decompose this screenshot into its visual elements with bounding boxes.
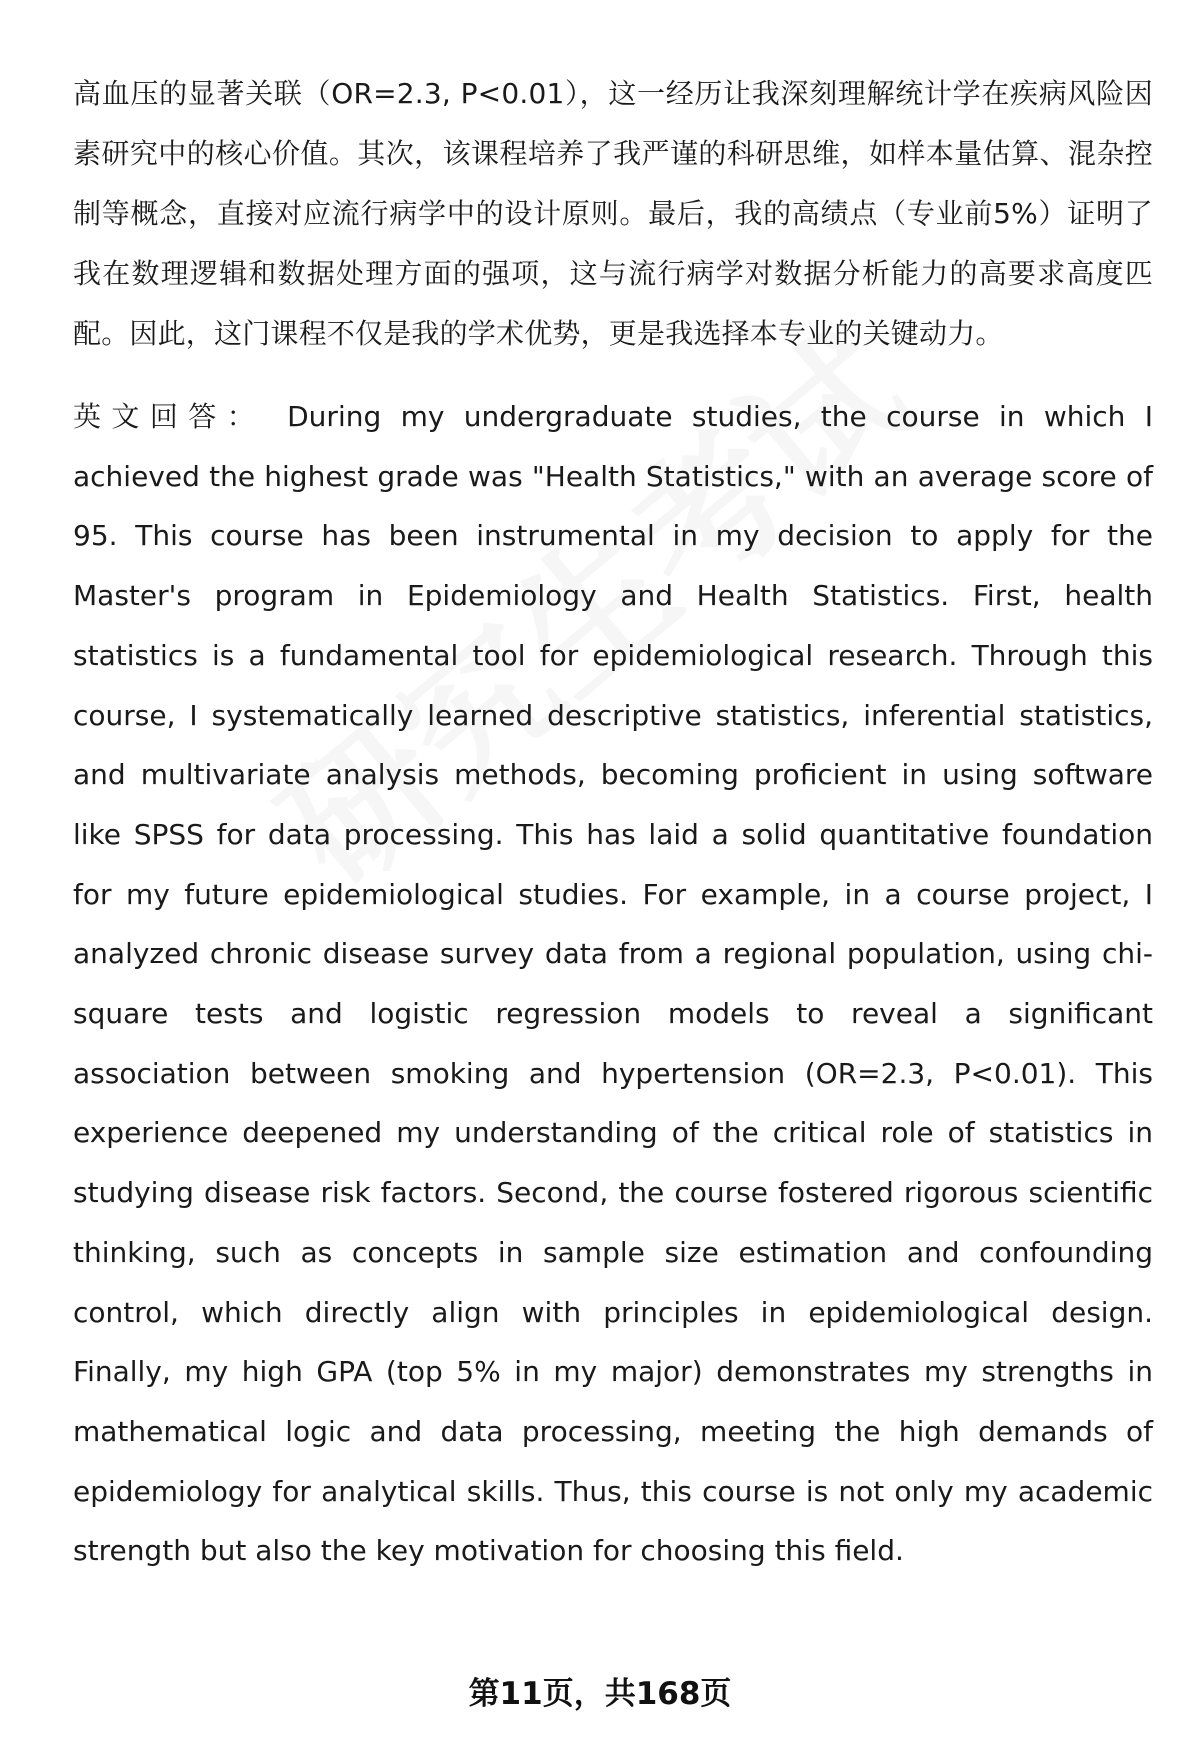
english-answer-text: During my undergraduate studies, the course in which I achieved the highest grade was "Health Statistics," with an average score of 95. This course has been instrumental in my decision to apply for the Master's program in Epidemiology and Health Statistics. First, health statistics is a fundamental tool for epidemiological research. Through this course, I systematically learned descriptive statistics, inferential statistics, and multivariate analysis methods, becoming proficient in using software like SPSS for data processing. This has laid a solid quantitative foundation for my future epidemiological studies. For example, in a course project, I analyzed chronic disease survey data from a regional population, using chi-square tests and logistic regression models to reveal a significant association between smoking and hypertension (OR=2.3, P<0.01). This experience deepened my understanding of the critical role of statistics in studying disease risk factors. Second, the course fostered rigorous scientific thinking, such as concepts in sample size estimation and confounding control, which directly align with principles in epidemiological design. Finally, my high GPA (top 5% in my major) demonstrates my strengths in mathematical logic and data processing, meeting the high demands of epidemiology for analytical skills. Thus, this course is not only my academic strength but also the key motivation for choosing this field. <box>73 400 1153 1568</box>
english-answer-label: 英文回答： <box>73 400 266 433</box>
english-answer-paragraph <box>73 387 1153 1581</box>
page-number-footer: 第11页，共168页 <box>468 1676 732 1712</box>
chinese-answer-paragraph: 高血压的显著关联（OR=2.3, P<0.01），这一经历让我深刻理解统计学在疾病风险因素研究中的核心价值。其次，该课程培养了我严谨的科研思维，如样本量估算、混杂控制等概念，直接对应流行病学中的设计原则。最后，我的高绩点（专业前5%）证明了我在数理逻辑和数据处理方面的强项，这与流行病学对数据分析能力的高要求高度匹配。因此，这门课程不仅是我的学术优势，更是我选择本专业的关键动力。 <box>73 77 1153 350</box>
document-body <box>73 64 1153 1581</box>
